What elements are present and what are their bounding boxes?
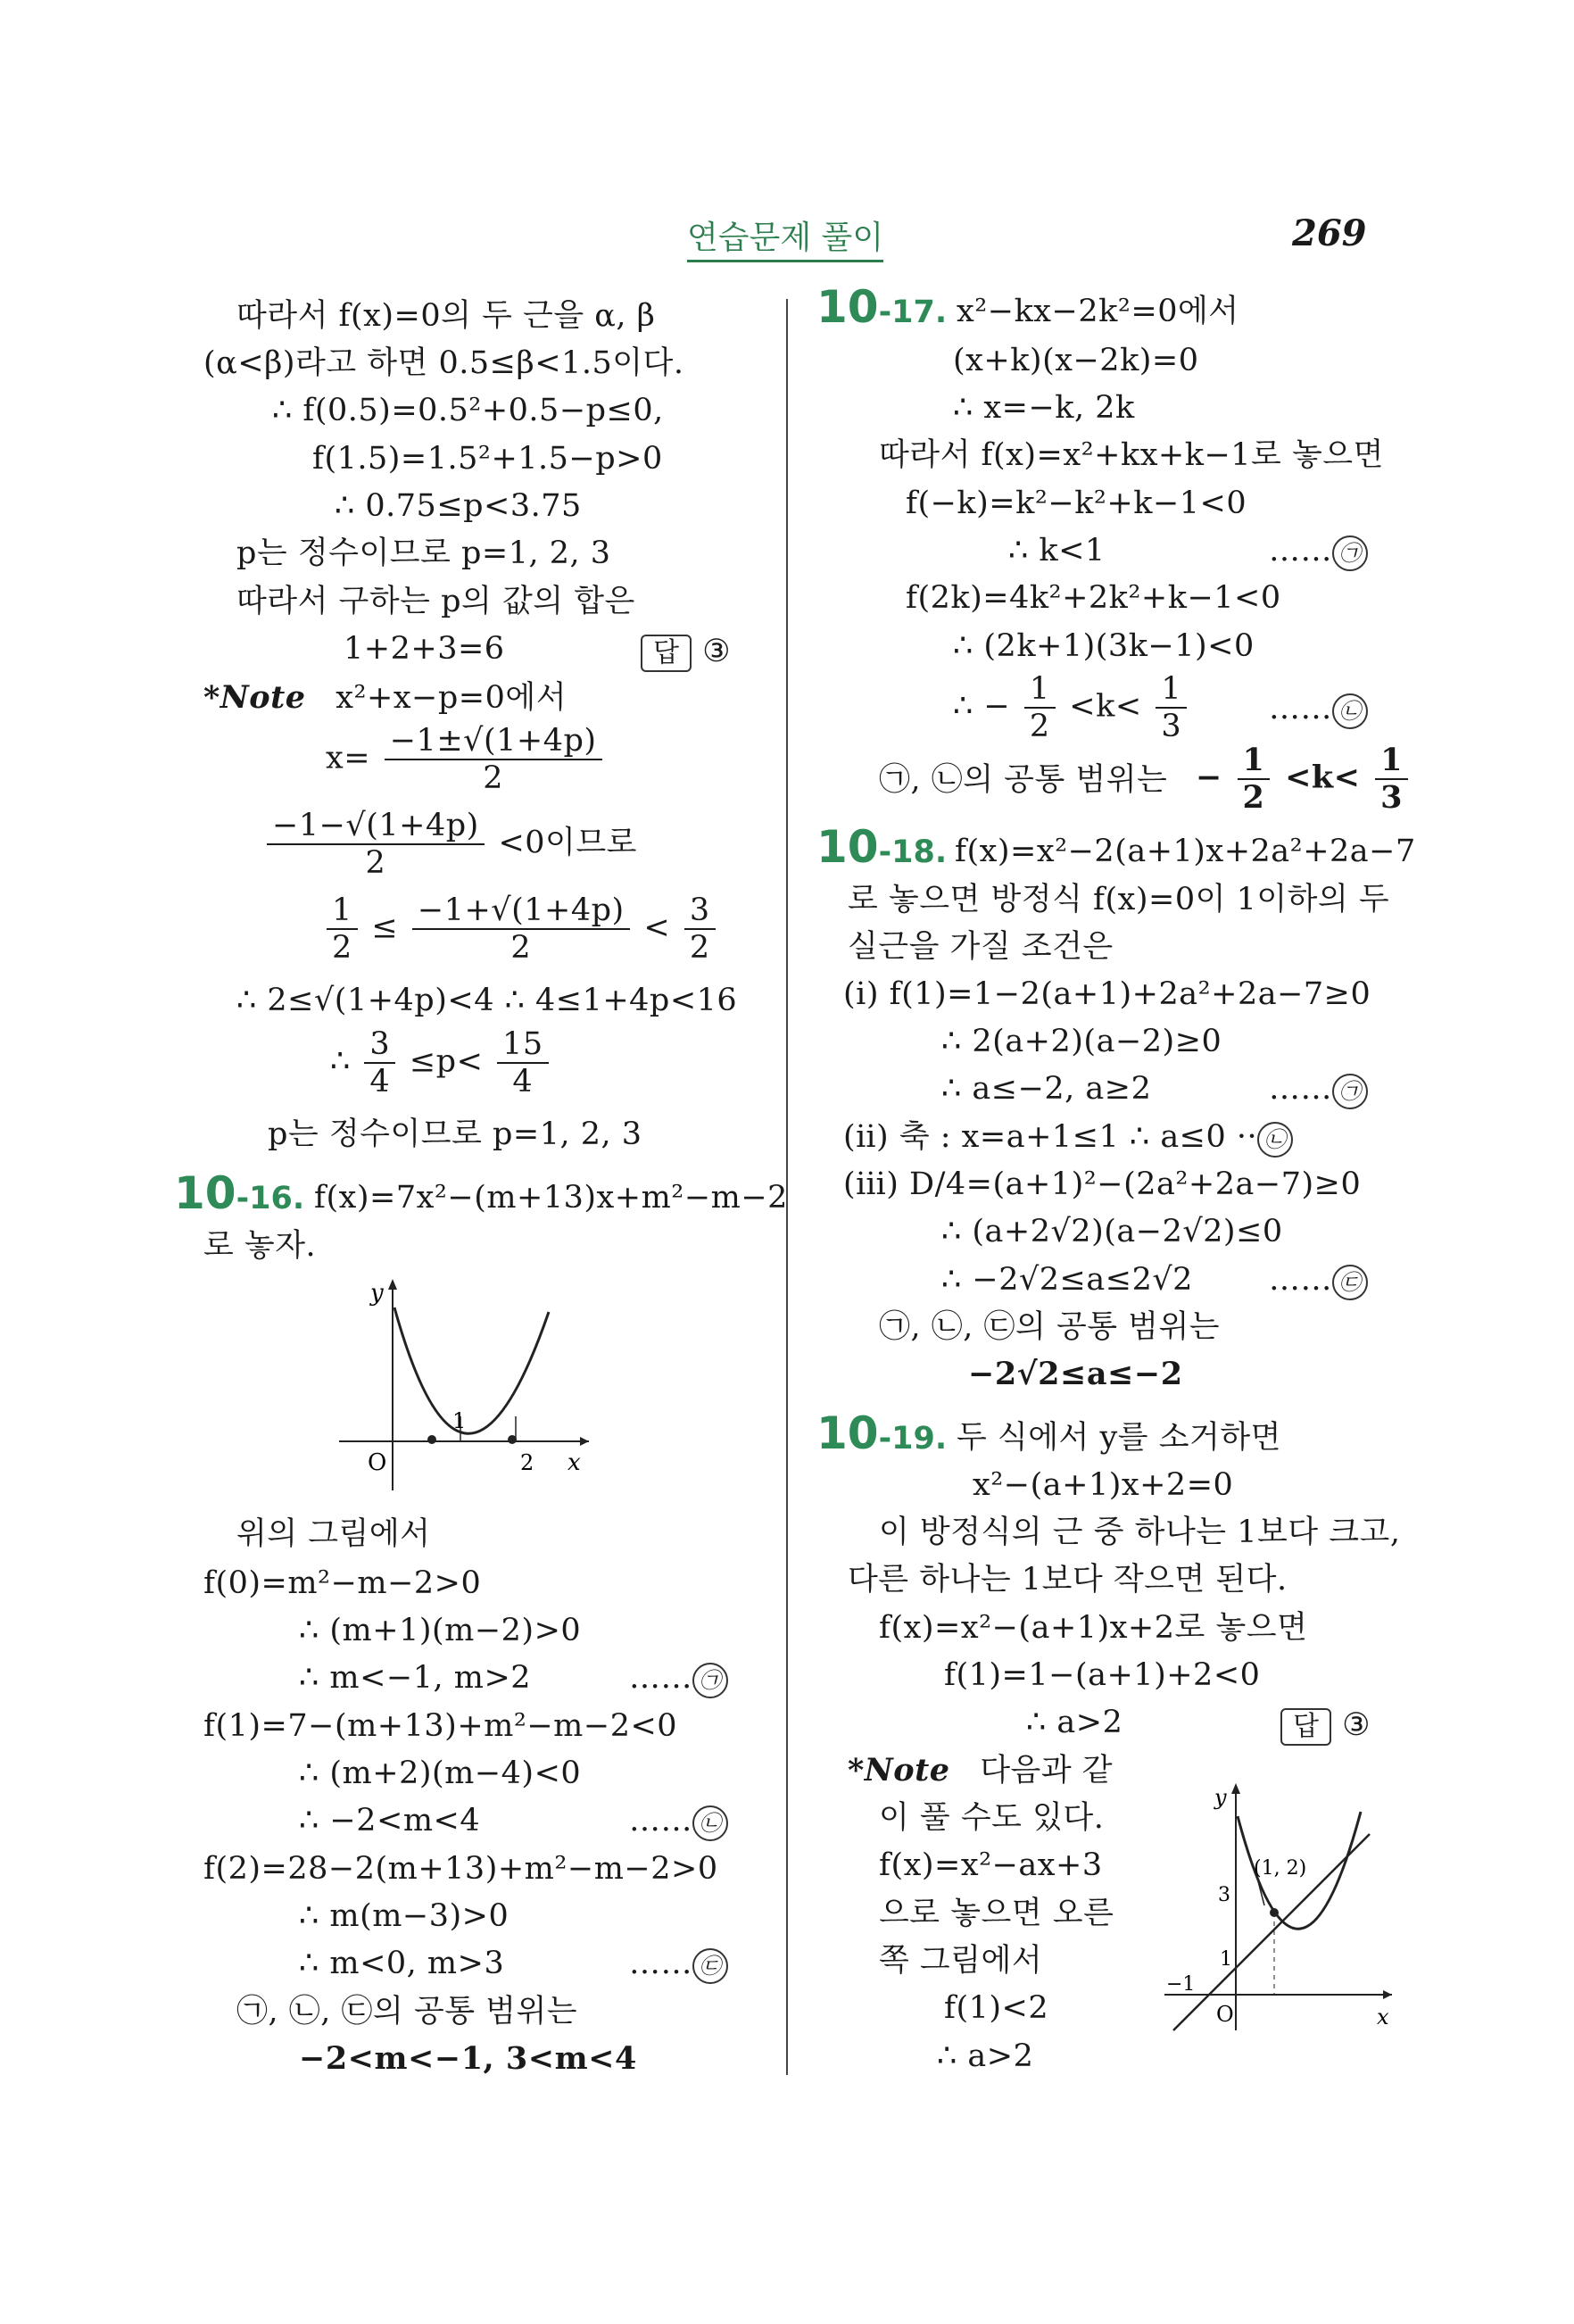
condition-marker: …… ㉠ [629,1656,728,1699]
text-line: ∴ (a+2√2)(a−2√2)≤0 [941,1214,1283,1249]
text-line: ∴ a>2 [1026,1705,1123,1740]
text-line: 로 놓으면 방정식 f(x)=0이 1이하의 두 [848,882,1390,917]
page-section-title: 연습문제 풀이 [687,212,883,262]
text-line: f(1)=1−(a+1)+2<0 [944,1657,1261,1693]
final-answer: −2<m<−1, 3<m<4 [299,2040,637,2077]
problem-number: 10-17. [816,281,948,333]
answer-number: ③ [1342,1707,1371,1743]
text-line: (ⅲ) D/4=(a+1)²−(2a²+2a−7)≥0 [843,1166,1362,1202]
y-arrow-icon [388,1279,397,1290]
problem-equation: f(x)=7x²−(m+13)x+m²−m−2 [314,1180,788,1216]
condition-marker: …… ㉢ [629,1942,728,1985]
problem-number: 10-16. [174,1167,305,1219]
problem-equation: f(x)=x²−2(a+1)x+2a²+2a−7 [955,834,1416,869]
answer-label: 답 [641,635,692,672]
condition-marker: …… ㉢ [1269,1258,1368,1301]
text-line: ∴ m<0, m>3 [299,1946,505,1981]
note-formula [263,808,637,881]
text-line: ㉠, ㉡, ㉢의 공통 범위는 [236,1994,578,2029]
text-line: ∴ (m+1)(m−2)>0 [299,1613,582,1648]
text-line: ∴ f(0.5)=0.5²+0.5−p≤0, [272,393,664,428]
final-answer: − $\frac{1}{2}$ <k< $\frac{1}{3}$ [1196,743,1412,816]
answer-badge [641,630,731,673]
x-arrow-icon [1383,1990,1392,1999]
formula-text: x= [326,740,371,776]
origin-label: O [368,1449,387,1476]
text-line: ㉠, ㉡의 공통 범위는 [879,762,1168,798]
text-line: ∴ a≤−2, a≥2 [941,1071,1152,1107]
text-line: (ⅱ) 축 : x=a+1≤1 ∴ a≤0 ·· ㉡ [843,1116,1293,1158]
note-line: ∴ 2≤√(1+4p)<4 ∴ 4≤1+4p<16 [236,983,738,1018]
text-line: ㉠, ㉡, ㉢의 공통 범위는 [879,1309,1221,1345]
note-line: f(1)<2 [944,1990,1049,2026]
problem-number: 10-18. [816,821,948,873]
y-label: y [370,1280,384,1307]
condition-marker: …… ㉠ [1269,1067,1368,1110]
note-formula [323,892,719,966]
formula-text: < [643,909,671,946]
note-formula [326,723,606,796]
text-line: ∴ −2√2≤a≤2√2 [941,1262,1193,1298]
text-line: 실근을 가질 조건은 [848,929,1114,965]
formula: ∴ − $\frac{1}{2}$ <k< $\frac{1}{3}$ [953,671,1190,744]
tick-label: −1 [1166,1973,1196,1996]
fraction: $\frac{1}{2}$ [327,892,358,966]
note-label: *Note [203,679,306,716]
note-line: ∴ a>2 [937,2038,1034,2074]
text-line: f(1)=7−(m+13)+m²−m−2<0 [203,1708,678,1744]
y-arrow-icon [1231,1783,1240,1794]
origin-label: O [1216,2002,1234,2027]
tick-label: 2 [520,1450,534,1475]
note-graph [1156,1776,1396,2044]
fraction: $\frac{15}{4}$ [497,1026,549,1100]
fraction: $\frac{3}{4}$ [364,1026,395,1100]
text-line: ∴ −2<m<4 [299,1803,481,1838]
fraction: $\frac{-1-√(1+4p)}{2}$ [267,808,485,881]
x-arrow-icon [580,1437,589,1446]
point-label: (1, 2) [1254,1857,1307,1880]
text-line: ∴ x=−k, 2k [953,390,1135,426]
formula-text: ≤p< [409,1043,484,1080]
tick-label: 1 [452,1408,467,1433]
answer-label: 답 [1280,1708,1331,1746]
text-line: ∴ (m+2)(m−4)<0 [299,1755,582,1791]
text-line: 따라서 f(x)=0의 두 근을 α, β [236,298,656,334]
y-label: y [1214,1785,1227,1810]
condition-marker: …… ㉠ [1269,529,1368,572]
condition-marker: …… ㉡ [629,1799,728,1842]
page-number: 269 [1292,212,1367,254]
note-line [848,1749,1113,1792]
text-line: ∴ (2k+1)(3k−1)<0 [953,628,1255,664]
note-line: 이 풀 수도 있다. [879,1800,1105,1836]
note-text: 다음과 같 [980,1753,1114,1789]
text-line: 다른 하나는 1보다 작으면 된다. [848,1562,1288,1598]
text-line: f(2k)=4k²+2k²+k−1<0 [906,580,1281,616]
problem-equation: x²−kx−2k²=0에서 [957,294,1239,329]
text-line: (x+k)(x−2k)=0 [953,343,1199,378]
formula-text: <0이므로 [498,825,637,861]
fraction: $\frac{3}{2}$ [684,892,716,966]
answer-badge [1280,1704,1371,1747]
fraction: $\frac{1}{2}$ [1238,743,1271,816]
text-line: (α<β)라고 하면 0.5≤β<1.5이다. [203,345,684,381]
tick-label: 3 [1218,1884,1230,1906]
text-line: f(0)=m²−m−2>0 [203,1565,482,1601]
x-label: x [1377,2004,1389,2029]
problem-text: 두 식에서 y를 소거하면 [957,1420,1281,1456]
text-line: f(x)=x²−(a+1)x+2로 놓으면 [879,1610,1308,1646]
text-line: (ⅰ) f(1)=1−2(a+1)+2a²+2a−7≥0 [843,976,1371,1012]
text-line: f(2)=28−2(m+13)+m²−m−2>0 [203,1851,718,1887]
formula-text: ∴ [330,1043,351,1080]
text-line: 따라서 구하는 p의 값의 합은 [236,584,635,619]
note-text: x²+x−p=0에서 [336,680,567,716]
text-line: ∴ m<−1, m>2 [299,1660,532,1696]
note-line: f(x)=x²−ax+3 [879,1847,1103,1883]
text-line: p는 정수이므로 p=1, 2, 3 [236,535,611,571]
fraction: $\frac{1}{3}$ [1375,743,1408,816]
text-line: 위의 그림에서 [236,1516,431,1552]
text-line: ∴ m(m−3)>0 [299,1898,509,1934]
text-line: ∴ 2(a+2)(a−2)≥0 [941,1024,1222,1059]
note-formula [330,1026,552,1100]
fraction: $\frac{-1+√(1+4p)}{2}$ [412,892,630,966]
tick-label: 1 [1220,1948,1232,1971]
text-line: f(1.5)=1.5²+1.5−p>0 [312,441,663,477]
root-point [427,1435,436,1444]
condition-marker: …… ㉡ [1269,687,1368,730]
formula-text: ≤ [371,909,399,946]
problem-number: 10-19. [816,1407,948,1459]
final-answer: −2√2≤a≤−2 [968,1356,1183,1392]
x-label: x [567,1449,581,1476]
answer-number: ③ [702,634,732,669]
text-line: 1+2+3=6 [344,631,505,667]
text-line: f(−k)=k²−k²+k−1<0 [906,486,1247,521]
text-line: 이 방정식의 근 중 하나는 1보다 크고, [879,1515,1401,1550]
fraction: $\frac{1}{3}$ [1156,671,1187,744]
text-line: x²−(a+1)x+2=0 [973,1467,1234,1503]
parabola-curve [394,1307,549,1433]
text-line: 따라서 f(x)=x²+kx+k−1로 놓으면 [879,437,1384,473]
fraction: $\frac{1}{2}$ [1024,671,1056,744]
note-line: p는 정수이므로 p=1, 2, 3 [268,1116,642,1152]
note-label: *Note [848,1752,950,1789]
parabola-graph [330,1272,598,1504]
note-line [203,676,567,719]
fraction: $\frac{-1\pm√(1+4p)}{2}$ [385,723,602,796]
text-line: ∴ 0.75≤p<3.75 [335,488,582,524]
note-line: 쪽 그림에서 [879,1943,1043,1979]
note-line: 으로 놓으면 오른 [879,1896,1114,1931]
text-line: ∴ k<1 [1008,533,1106,569]
text-line: 로 놓자. [203,1228,317,1264]
